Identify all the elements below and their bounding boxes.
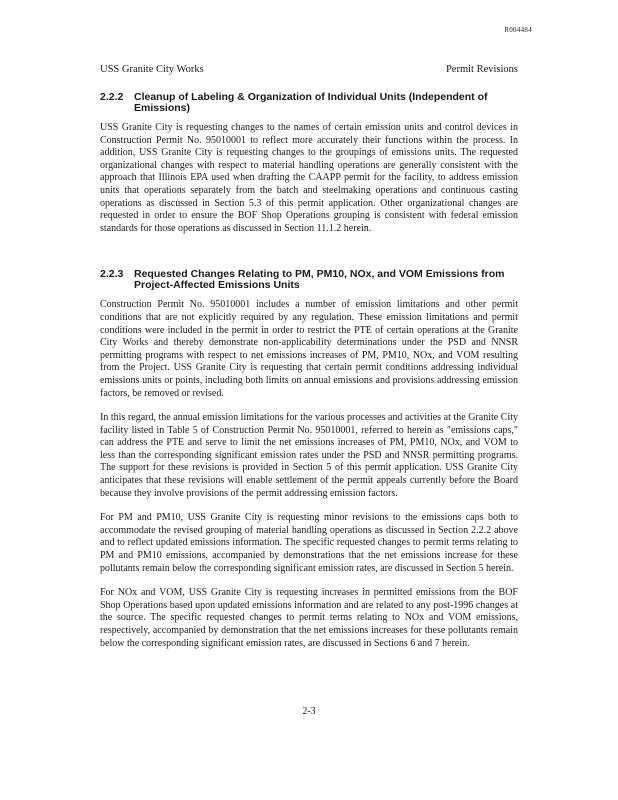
- paragraph: Construction Permit No. 95010001 includes a number of emission limitations and other permit conditions that are not explicitly required by any regulation. These emission limitations and permit conditions were included in the permit in order to restrict the PTE of certain operations at the Granite City Works and thereby demonstrate non-applicability determinations under the PSD and NNSR permitting programs with respect to net emissions increases of PM, PM10, NOx, and VOM resulting from the Project. USS Granite City is requesting that certain permit conditions addressing individual emissions units or points, including both limits on annual emissions and provisions addressing emission factors, be removed or revised.: [100, 299, 518, 399]
- document-id: R004484: [504, 26, 532, 34]
- section-number: 2.2.3: [100, 268, 124, 281]
- section-number: 2.2.2: [100, 91, 124, 103]
- paragraph: USS Granite City is requesting changes to the names of certain emission units and control devices in Construction Permit No. 95010001 to reflect more accurately their functions within the process. In addition, USS Granite City is requesting changes to the groupings of emissions units. The requested organizational changes with respect to material handling operations are generally consistent with the approach that Illinois EPA used when drafting the CAAPP permit for the facility, to address emission units that operations separately from the batch and steelmaking operations and continuous casting operations as discussed in Section 5.3 of this permit application. Other organizational changes are requested in order to ensure the BOF Shop Operations grouping is consistent with federal emission standards for those operations as discussed in Section 11.1.2 herein.: [100, 122, 518, 234]
- section-title: Requested Changes Relating to PM, PM10, NOx, and VOM Emissions from Project-Affected Emissions Units: [134, 268, 505, 292]
- running-header: [100, 64, 518, 75]
- section-title: Cleanup of Labeling & Organization of Individual Units (Independent of Emissions): [134, 91, 488, 114]
- document-body: [100, 92, 518, 650]
- paragraph: For NOx and VOM, USS Granite City is requesting increases in permitted emissions from the BOF Shop Operations based upon updated emissions information and are related to any post-1996 changes at the source. The specific requested changes to permit terms relating to NOx and VOM emissions, respectively, accompanied by demonstration that the net emissions increases for these pollutants remain below the corresponding significant emission rates, are discussed in Sections 6 and 7 herein.: [100, 587, 518, 649]
- paragraph: In this regard, the annual emission limitations for the various processes and activities at the Granite City facility listed in Table 5 of Construction Permit No. 95010001, referred to herein as "emissions caps," can address the PTE and serve to limit the net emissions increases of PM, PM10, NOx, and VOM to less than the corresponding significant emission rates under the PSD and NNSR permitting programs. The support for these revisions is provided in Section 5 of this permit application. USS Granite City anticipates that these revisions will enable settlement of the permit appeals currently before the Board because they involve provisions of the permit addressing emission factors.: [100, 412, 518, 499]
- page-number: 2-3: [302, 706, 316, 717]
- section-heading: [100, 269, 518, 291]
- section-heading: [100, 92, 518, 114]
- paragraph: For PM and PM10, USS Granite City is requesting minor revisions to the emissions caps both to accommodate the revised grouping of material handling operations as discussed in Section 2.2.2 above and to reflect updated emissions information. The specific requested changes to permit terms relating to PM and PM10 emissions, accompanied by demonstrations that the net emissions increase for these pollutants remain below the corresponding significant emission rates, are discussed in Section 5 herein.: [100, 512, 518, 574]
- header-right: Permit Revisions: [445, 64, 518, 75]
- header-left: USS Granite City Works: [100, 64, 204, 75]
